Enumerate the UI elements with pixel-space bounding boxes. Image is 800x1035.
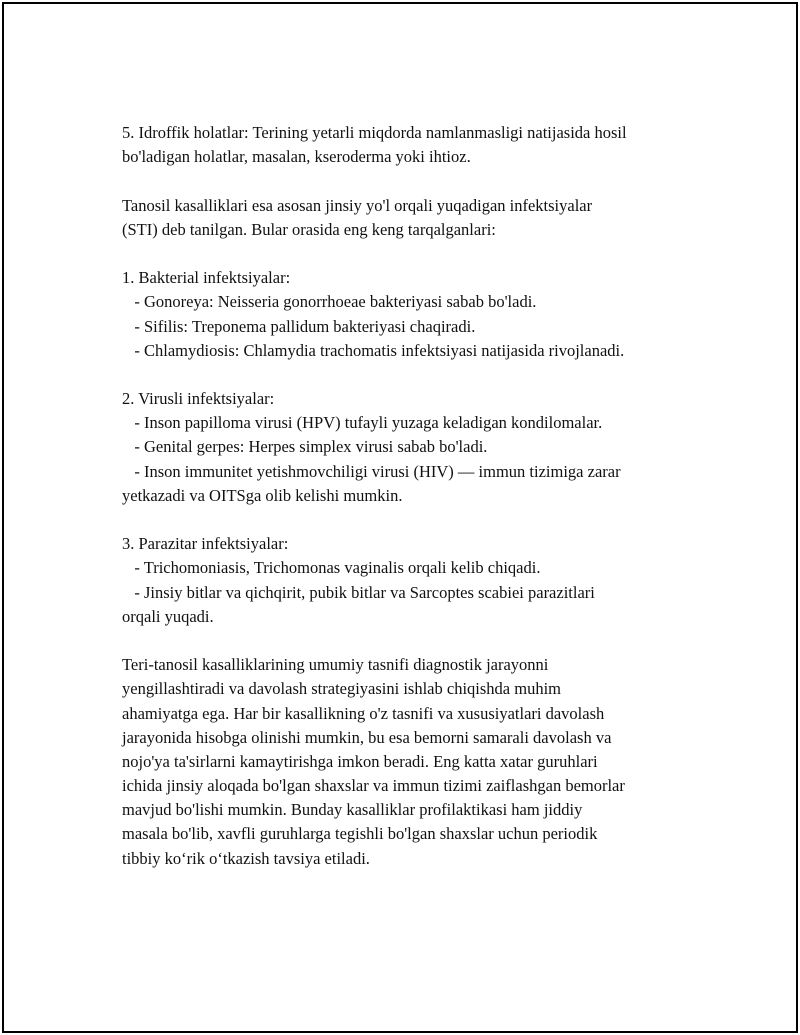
text-line: (STI) deb tanilgan. Bular orasida eng keng tarqalganlari: bbox=[122, 219, 496, 239]
page-frame bbox=[2, 2, 798, 1033]
list-item: - Jinsiy bitlar va qichqirit, pubik bitlar va Sarcoptes scabiei parazitlari bbox=[122, 582, 595, 602]
list-item: - Inson papilloma virusi (HPV) tufayli yuzaga keladigan kondilomalar. bbox=[122, 413, 603, 433]
list-item: - Sifilis: Treponema pallidum bakteriyasi chaqiradi. bbox=[122, 316, 476, 336]
text-line: Teri-tanosil kasalliklarining umumiy tasnifi diagnostik jarayonni bbox=[122, 655, 549, 675]
paragraph-gap bbox=[122, 363, 722, 387]
text-line: ahamiyatga ega. Har bir kasallikning o'z tasnifi va xususiyatlari davolash bbox=[122, 703, 605, 723]
paragraph-idroffik bbox=[122, 121, 722, 169]
list-item: - Gonoreya: Neisseria gonorrhoeae bakteriyasi sabab bo'ladi. bbox=[122, 292, 537, 312]
paragraph-tanosil-intro bbox=[122, 194, 722, 242]
text-line: jarayonida hisobga olinishi mumkin, bu esa bemorni samarali davolash va bbox=[122, 727, 612, 747]
list-heading: 1. Bakterial infektsiyalar: bbox=[122, 268, 291, 288]
text-line: nojo'ya ta'sirlarni kamaytirishga imkon beradi. Eng katta xatar guruhlari bbox=[122, 751, 598, 771]
list-bakterial bbox=[122, 266, 722, 363]
text-line: masala bo'lib, xavfli guruhlarga tegishli bo'lgan shaxslar uchun periodik bbox=[122, 824, 598, 844]
text-line: mavjud bo'lishi mumkin. Bunday kasalliklar profilaktikasi ham jiddiy bbox=[122, 800, 583, 820]
list-item: - Genital gerpes: Herpes simplex virusi sabab bo'ladi. bbox=[122, 437, 488, 457]
text-line: Tanosil kasalliklari esa asosan jinsiy yo'l orqali yuqadigan infektsiyalar bbox=[122, 195, 593, 215]
list-heading: 3. Parazitar infektsiyalar: bbox=[122, 534, 289, 554]
list-item: - Trichomoniasis, Trichomonas vaginalis orqali kelib chiqadi. bbox=[122, 558, 541, 578]
text-line: 5. Idroffik holatlar: Terining yetarli miqdorda namlanmasligi natijasida hosil bbox=[122, 123, 627, 142]
list-parazitar bbox=[122, 532, 722, 629]
paragraph-conclusion bbox=[122, 653, 722, 871]
text-line: bo'ladigan holatlar, masalan, kseroderma yoki ihtioz. bbox=[122, 147, 471, 167]
paragraph-gap bbox=[122, 169, 722, 193]
text-line: yengillashtiradi va davolash strategiyasini ishlab chiqishda muhim bbox=[122, 679, 561, 699]
paragraph-gap bbox=[122, 242, 722, 266]
document-body bbox=[122, 121, 722, 871]
list-virusli bbox=[122, 387, 722, 508]
paragraph-gap bbox=[122, 629, 722, 653]
list-heading: 2. Virusli infektsiyalar: bbox=[122, 389, 275, 409]
list-item-continuation: orqali yuqadi. bbox=[122, 606, 214, 626]
paragraph-gap bbox=[122, 508, 722, 532]
list-item: - Inson immunitet yetishmovchiligi virusi (HIV) — immun tizimiga zarar bbox=[122, 461, 621, 481]
list-item-continuation: yetkazadi va OITSga olib kelishi mumkin. bbox=[122, 485, 403, 505]
text-line: tibbiy koʻrik oʻtkazish tavsiya etiladi. bbox=[122, 848, 370, 868]
text-line: ichida jinsiy aloqada bo'lgan shaxslar va immun tizimi zaiflashgan bemorlar bbox=[122, 776, 625, 796]
list-item: - Chlamydiosis: Chlamydia trachomatis infektsiyasi natijasida rivojlanadi. bbox=[122, 340, 625, 360]
